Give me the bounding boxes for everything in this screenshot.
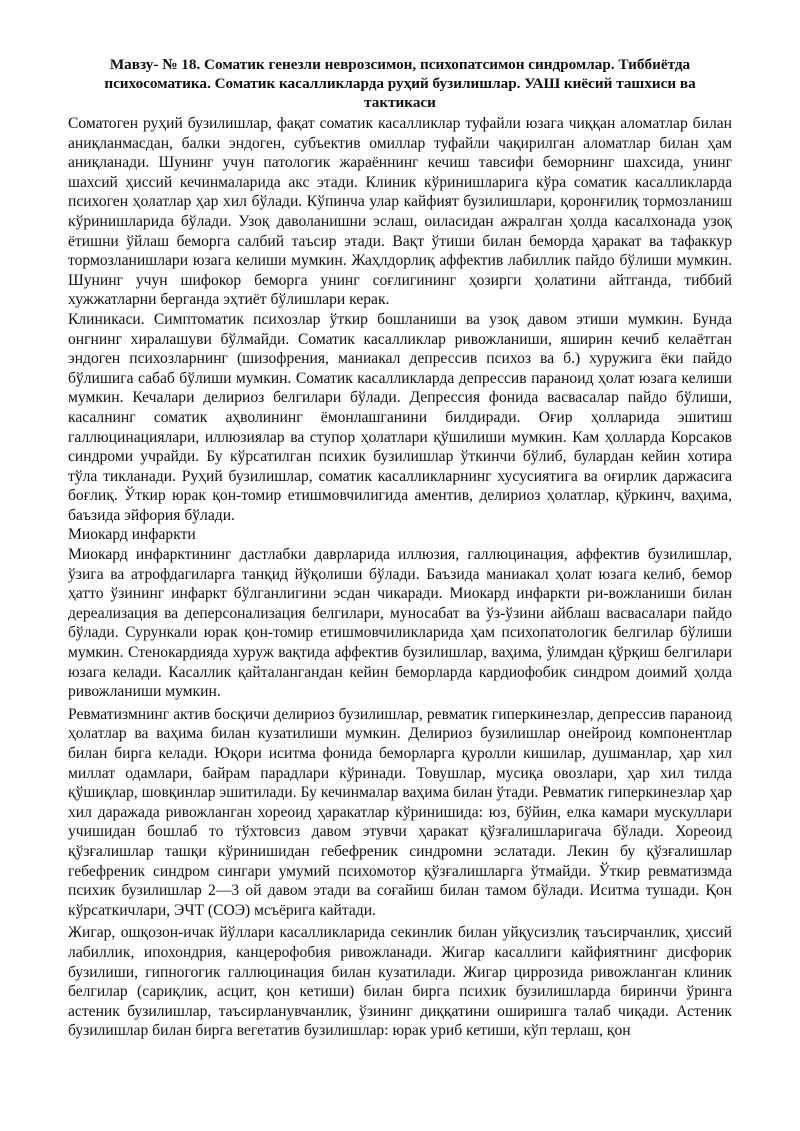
section-heading-myocardial-infarction: Миокард инфаркти	[68, 526, 196, 544]
paragraph-rheumatism: Ревматизмнинг актив босқичи делириоз бузилишлар, ревматик гиперкинезлар, депрессив параноид ҳолатлар ва ваҳима билан кузатилиши мумкин. Делириоз бузилишлар онейроид компонентлар билан бирга келади. Юқори иситма фонида беморларга қуролли кишилар, душманлар, ҳар хил миллат одамлари, байрам парадлари кўринади. Товушлар, мусиқа овозлари, ҳар хил тилда қўшиқлар, шовқинлар эшитилади. Бу кечинмалар ваҳима билан ўтади. Ревматик гиперкинезлар ҳар хил даражада ривожланган хореоид ҳаракатлар кўринишида: юз, бўйин, елка камари мускуллари учишидан бошлаб то тўхтовсиз давом этувчи ҳаракат қўзғалишларигача бўлади. Хореоид қўзғалишлар ташқи кўринишидан гебефреник синдромни эслатади. Лекин бу қўзғалишлар гебефреник синдром сингари умумий психомотор қўзғалишларга ўтмайди. Ўткир ревматизмда психик бузилишлар 2—3 ой давом этади ва соғайиш билан тамом бўлади. Иситма тушади. Қон кўрсаткичлари, ЭЧТ (СОЭ) мсъёрига кайтади.	[68, 705, 732, 919]
paragraph-intro: Соматоген руҳий бузилишлар, фақат соматик касалликлар туфайли юзага чиққан аломатлар билан аниқланмасдан, балки эндоген, субъектив омиллар туфайли чақирилган аломатлар билан ҳам аниқланади. Шунинг учун патологик жараённинг кечиш тавсифи беморнинг шахсида, унинг шахсий ҳиссий кечинмаларида акс этади. Клиник кўринишларига кўра соматик касалликларда психоген ҳолатлар ҳар хил бўлади. Кўпинча улар кайфият бузилишлари, қоронғилиқ тормозланиш кўринишларида бўлади. Узоқ даволанишни эслаш, оиласидан ажралган ҳолда касалхонада узоқ ётишни ўйлаш беморга салбий таъсир этади. Вақт ўтиши билан беморда ҳаракат ва тафаккур тормозланишлари юзага келиши мумкин. Жаҳлдорлиқ аффектив лабиллик пайдо бўлиши мумкин. Шунинг учун шифокор беморга унинг соғлигининг ҳозирги ҳолатини айтганда, тиббий хужжатларни берганда эҳтиёт бўлишлари керак.	[68, 115, 732, 309]
paragraph-liver: Жигар, ошқозон-ичак йўллари касалликларида секинлик билан уйқусизлиқ таъсирчанлик, ҳиссий лабиллик, ипохондрия, канцерофобия ривожланади. Жигар касаллиги кайфиятнинг дисфорик бузилиши, гипногогик галлюцинация билан кузатилади. Жигар циррозида ривожланган клиник белгилар (сариқлик, асцит, қон кетиши) билан бирга психик бузилишларда биринчи ўринга астеник бузилишлар, таъсирланувчанлик, ўзининг диққатини оширишга талаб чиқади. Астеник бузилишлар билан бирга вегетатив бузилишлар: юрак уриб кетиши, кўп терлаш, қон	[68, 924, 732, 1040]
paragraph-myocardial-infarction: Миокард инфарктининг дастлабки даврларида иллюзия, галлюцинация, аффектив бузилишлар, ўзига ва атрофдагиларга танқид йўқолиши бўлади. Баъзида маниакал ҳолат юзага келиб, бемор ҳатто ўзининг инфаркт бўлганлигини эсдан чикаради. Миокард инфаркти ри-вожланиши билан дереализация ва деперсонализация белгилари, муносабат ва ўз-ўзини айблаш васвасалари пайдо бўлади. Сурункали юрак қон-томир етишмовчиликларида ҳам психопатологик белгилар бўлиши мумкин. Стенокардияда хуруж вақтида аффектив бузилишлар, ваҳима, ўлимдан қўрқиш белгилари юзага келади. Касаллик қайталангандан кейин беморларда кардиофобик синдром доимий ҳолда ривожланиши мумкин.	[68, 546, 732, 701]
paragraph-clinic: Клиникаси. Симптоматик психозлар ўткир бошланиши ва узоқ давом этиши мумкин. Бунда онгнинг хиралашуви бўлмайди. Соматик касалликлар ривожланиши, яширин кечиб келаётган эндоген психозларнинг (шизофрения, маниакал депрессив психоз ва б.) хуружига ёки пайдо бўлишига сабаб бўлиши мумкин. Соматик касалликларда депрессив параноид ҳолат юзага келиши мумкин. Кечалари делириоз белгилари бўлади. Депрессия фонида васвасалар пайдо бўлиши, касалнинг соматик аҳволининг ёмонлашганини билдиради. Оғир ҳолларида эшитиш галлюцинациялари, иллюзиялар ва ступор ҳолатлари қўшилиши мумкин. Кам ҳолларда Корсаков синдроми учрайди. Бу кўрсатилган психик бузилишлар ўткинчи бўлиб, булардан кейин хотира тўла тикланади. Руҳий бузилишлар, соматик касалликларнинг хусусиятига ва оғирлик даржасига боғлиқ. Ўткир юрак қон-томир етишмовчилигида аментив, делириоз ҳолатлар, қўркинч, ваҳима, баъзида эйфория бўлади.	[68, 310, 732, 524]
document-title: Мавзу- № 18. Соматик генезли неврозсимон, психопатсимон синдромлар. Тиббиётда психосоматика. Соматик касалликларда руҳий бузилишлар. УАШ киёсий ташхиси ва тактикаси	[104, 56, 696, 111]
